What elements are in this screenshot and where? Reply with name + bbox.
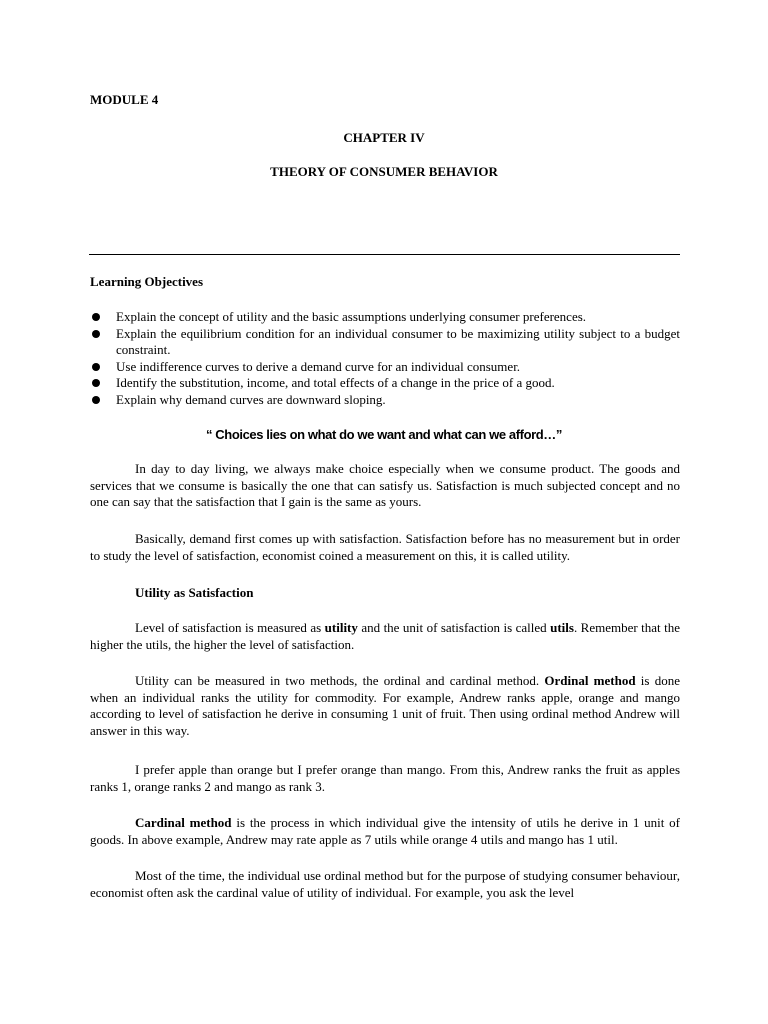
bullet-icon — [92, 379, 100, 387]
bullet-icon — [92, 330, 100, 338]
horizontal-divider — [89, 254, 680, 255]
paragraph: Utility can be measured in two methods, the ordinal and cardinal method. Ordinal method is done when an individual ranks the utility for commodity. For example, Andrew ranks apple, orange and mango according to level of satisfaction he derive in consuming 1 unit of fruit. Then using ordinal method Andrew will answer in this way. — [90, 673, 680, 738]
bullet-icon — [92, 313, 100, 321]
paragraph: Level of satisfaction is measured as utility and the unit of satisfaction is called utils. Remember that the higher the utils, the higher the level of satisfaction. — [90, 620, 680, 652]
objective-item: Use indifference curves to derive a demand curve for an individual consumer. — [90, 359, 680, 376]
objective-item: Identify the substitution, income, and total effects of a change in the price of a good. — [90, 375, 680, 392]
section-heading: Utility as Satisfaction — [135, 585, 254, 600]
quote: “ Choices lies on what do we want and what can we afford…” — [205, 427, 563, 442]
paragraph: In day to day living, we always make choice especially when we consume product. The goods and services that we consume is basically the one that can satisfy us. Satisfaction is much subjected concept and no one can say that the satisfaction that I gain is the same as yours. — [90, 461, 680, 509]
paragraph: Basically, demand first comes up with satisfaction. Satisfaction before has no measurement but in order to study the level of satisfaction, economist coined a measurement on this, it is called utility. — [90, 531, 680, 563]
objective-item: Explain the equilibrium condition for an individual consumer to be maximizing utility subject to a budget constraint. — [90, 326, 680, 359]
learning-objectives-list — [90, 309, 680, 408]
objective-item: Explain why demand curves are downward sloping. — [90, 392, 680, 409]
chapter-heading: CHAPTER IV — [343, 130, 425, 145]
paragraph: Most of the time, the individual use ordinal method but for the purpose of studying consumer behaviour, economist often ask the cardinal value of utility of individual. For example, you ask the level — [90, 868, 680, 900]
bullet-icon — [92, 363, 100, 371]
module-label: MODULE 4 — [90, 92, 159, 107]
objective-item: Explain the concept of utility and the basic assumptions underlying consumer preferences. — [90, 309, 680, 326]
bullet-icon — [92, 396, 100, 404]
chapter-title: THEORY OF CONSUMER BEHAVIOR — [270, 164, 498, 179]
paragraph: I prefer apple than orange but I prefer orange than mango. From this, Andrew ranks the fruit as apples ranks 1, orange ranks 2 and mango as rank 3. — [90, 762, 680, 794]
learning-objectives-heading: Learning Objectives — [90, 274, 204, 289]
paragraph: Cardinal method is the process in which individual give the intensity of utils he derive in 1 unit of goods. In above example, Andrew may rate apple as 7 utils while orange 4 utils and mango has 1 util. — [90, 815, 681, 847]
